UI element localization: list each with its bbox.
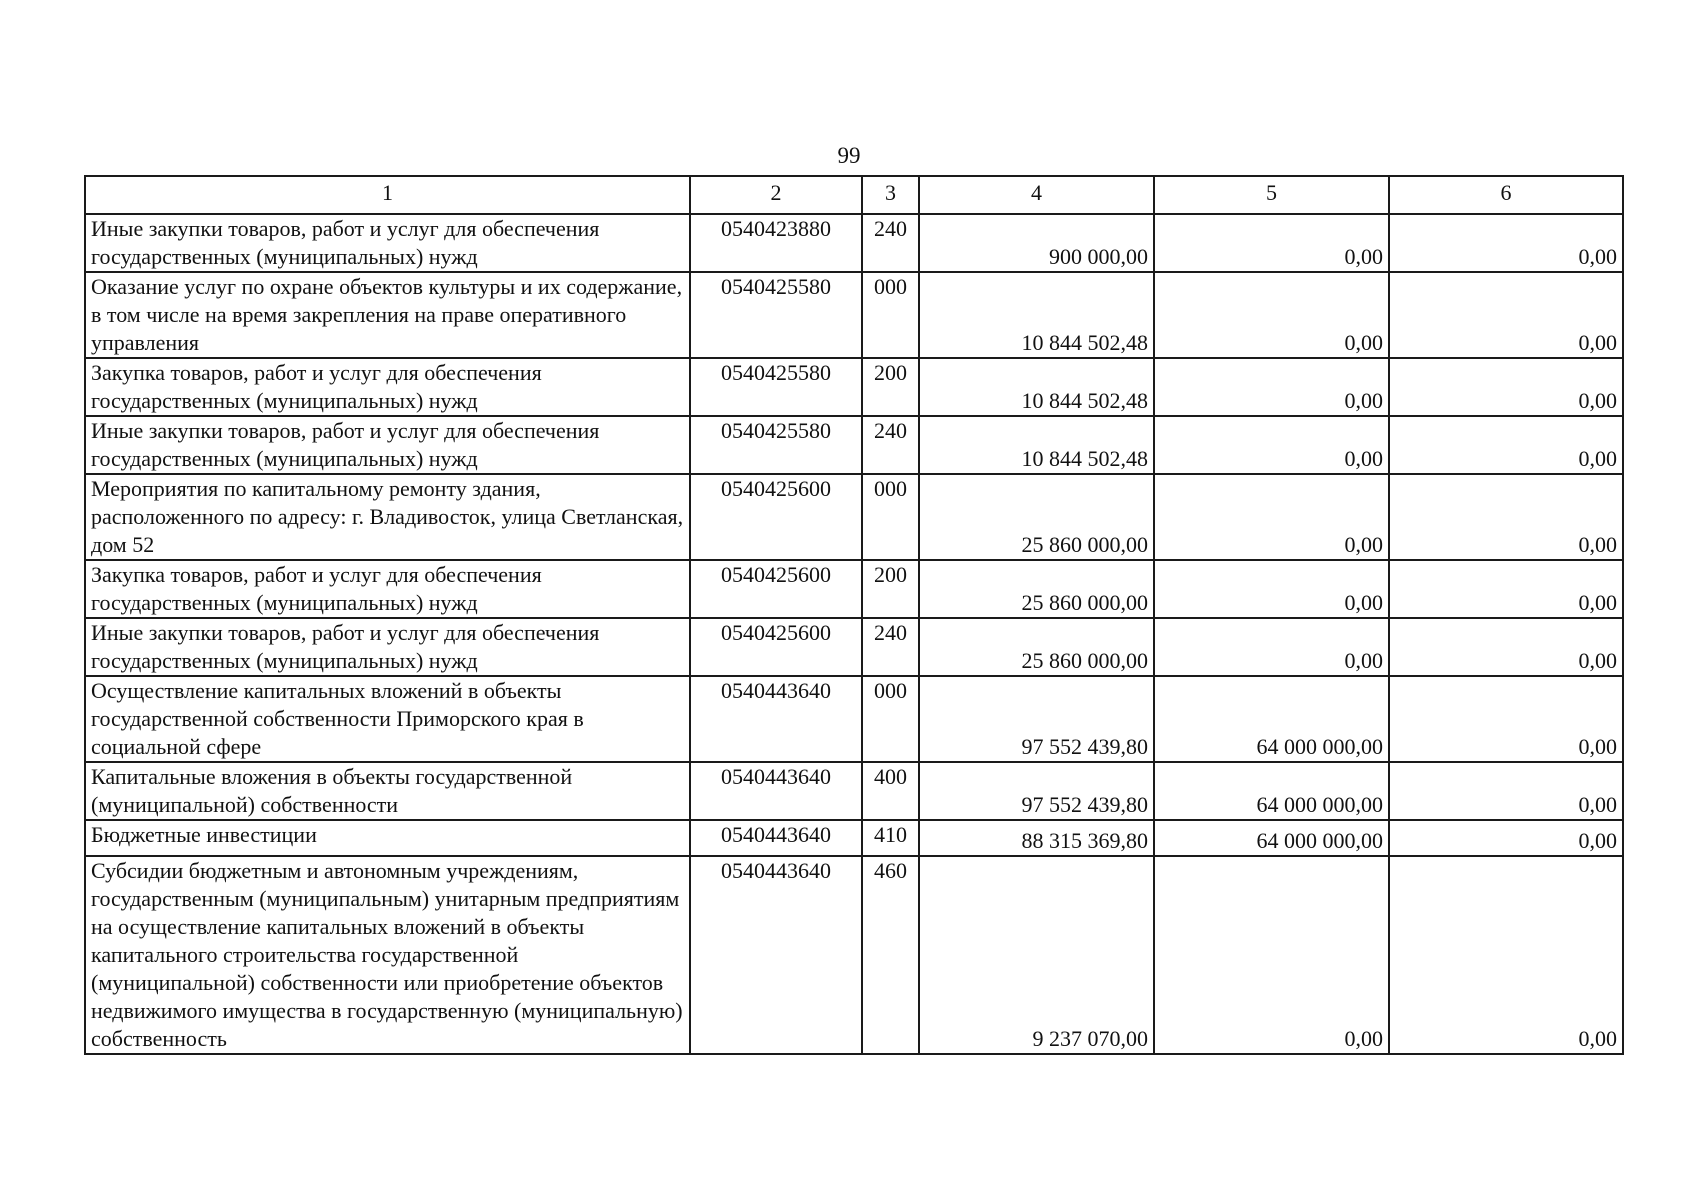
row-amount-col5: 0,00 bbox=[1154, 272, 1389, 358]
row-amount-col4: 9 237 070,00 bbox=[919, 856, 1154, 1054]
row-amount-col4: 97 552 439,80 bbox=[919, 676, 1154, 762]
row-amount-col5: 64 000 000,00 bbox=[1154, 676, 1389, 762]
row-amount-col6: 0,00 bbox=[1389, 676, 1623, 762]
table-row bbox=[85, 416, 1623, 474]
row-name: Иные закупки товаров, работ и услуг для обеспечения государственных (муниципальных) нужд bbox=[85, 416, 690, 474]
row-amount-col6: 0,00 bbox=[1389, 762, 1623, 820]
row-amount-col4: 10 844 502,48 bbox=[919, 272, 1154, 358]
row-code: 0540443640 bbox=[690, 856, 862, 1054]
table-row bbox=[85, 214, 1623, 272]
row-amount-col5: 0,00 bbox=[1154, 358, 1389, 416]
row-name: Оказание услуг по охране объектов культуры и их содержание, в том числе на время закрепления на праве оперативного управления bbox=[85, 272, 690, 358]
row-name: Иные закупки товаров, работ и услуг для обеспечения государственных (муниципальных) нужд bbox=[85, 618, 690, 676]
table-row bbox=[85, 856, 1623, 1054]
column-header: 2 bbox=[690, 176, 862, 214]
row-type: 240 bbox=[862, 214, 919, 272]
row-name: Субсидии бюджетным и автономным учреждениям, государственным (муниципальным) унитарным предприятиям на осуществление капитальных вложений в объекты капитального строительства государственной (муниципальной) собственности или приобретение объектов недвижимого имущества в государственную (муниципальную) собственность bbox=[85, 856, 690, 1054]
row-amount-col5: 0,00 bbox=[1154, 474, 1389, 560]
row-amount-col4: 97 552 439,80 bbox=[919, 762, 1154, 820]
row-amount-col4: 10 844 502,48 bbox=[919, 416, 1154, 474]
row-type: 460 bbox=[862, 856, 919, 1054]
row-amount-col6: 0,00 bbox=[1389, 618, 1623, 676]
row-type: 410 bbox=[862, 820, 919, 856]
table-row bbox=[85, 762, 1623, 820]
row-amount-col6: 0,00 bbox=[1389, 416, 1623, 474]
table-row bbox=[85, 618, 1623, 676]
row-amount-col5: 64 000 000,00 bbox=[1154, 762, 1389, 820]
row-amount-col5: 64 000 000,00 bbox=[1154, 820, 1389, 856]
row-amount-col6: 0,00 bbox=[1389, 214, 1623, 272]
row-amount-col6: 0,00 bbox=[1389, 856, 1623, 1054]
budget-table bbox=[84, 175, 1624, 1055]
column-header: 5 bbox=[1154, 176, 1389, 214]
table-row bbox=[85, 358, 1623, 416]
row-amount-col6: 0,00 bbox=[1389, 474, 1623, 560]
row-type: 000 bbox=[862, 474, 919, 560]
row-code: 0540443640 bbox=[690, 676, 862, 762]
row-amount-col4: 88 315 369,80 bbox=[919, 820, 1154, 856]
row-amount-col6: 0,00 bbox=[1389, 820, 1623, 856]
row-code: 0540425600 bbox=[690, 560, 862, 618]
row-type: 000 bbox=[862, 272, 919, 358]
table-row bbox=[85, 820, 1623, 856]
row-type: 400 bbox=[862, 762, 919, 820]
row-type: 240 bbox=[862, 416, 919, 474]
row-amount-col5: 0,00 bbox=[1154, 214, 1389, 272]
row-amount-col5: 0,00 bbox=[1154, 856, 1389, 1054]
row-code: 0540425580 bbox=[690, 358, 862, 416]
table-header-row bbox=[85, 176, 1623, 214]
column-header: 1 bbox=[85, 176, 690, 214]
table-row bbox=[85, 272, 1623, 358]
table-row bbox=[85, 474, 1623, 560]
row-type: 000 bbox=[862, 676, 919, 762]
row-type: 200 bbox=[862, 560, 919, 618]
row-amount-col5: 0,00 bbox=[1154, 416, 1389, 474]
row-name: Закупка товаров, работ и услуг для обеспечения государственных (муниципальных) нужд bbox=[85, 560, 690, 618]
table-row bbox=[85, 560, 1623, 618]
row-code: 0540425580 bbox=[690, 416, 862, 474]
row-amount-col5: 0,00 bbox=[1154, 560, 1389, 618]
column-header: 4 bbox=[919, 176, 1154, 214]
row-type: 200 bbox=[862, 358, 919, 416]
row-code: 0540425580 bbox=[690, 272, 862, 358]
row-name: Осуществление капитальных вложений в объекты государственной собственности Приморского края в социальной сфере bbox=[85, 676, 690, 762]
row-amount-col5: 0,00 bbox=[1154, 618, 1389, 676]
row-amount-col4: 25 860 000,00 bbox=[919, 618, 1154, 676]
row-amount-col4: 900 000,00 bbox=[919, 214, 1154, 272]
row-name: Иные закупки товаров, работ и услуг для обеспечения государственных (муниципальных) нужд bbox=[85, 214, 690, 272]
row-amount-col6: 0,00 bbox=[1389, 358, 1623, 416]
row-name: Мероприятия по капитальному ремонту здания, расположенного по адресу: г. Владивосток, улица Светланская, дом 52 bbox=[85, 474, 690, 560]
row-amount-col4: 25 860 000,00 bbox=[919, 560, 1154, 618]
row-code: 0540423880 bbox=[690, 214, 862, 272]
row-amount-col6: 0,00 bbox=[1389, 560, 1623, 618]
row-name: Бюджетные инвестиции bbox=[85, 820, 690, 856]
row-amount-col6: 0,00 bbox=[1389, 272, 1623, 358]
column-header: 6 bbox=[1389, 176, 1623, 214]
row-code: 0540443640 bbox=[690, 820, 862, 856]
row-name: Капитальные вложения в объекты государственной (муниципальной) собственности bbox=[85, 762, 690, 820]
row-code: 0540443640 bbox=[690, 762, 862, 820]
row-name: Закупка товаров, работ и услуг для обеспечения государственных (муниципальных) нужд bbox=[85, 358, 690, 416]
row-type: 240 bbox=[862, 618, 919, 676]
row-code: 0540425600 bbox=[690, 618, 862, 676]
column-header: 3 bbox=[862, 176, 919, 214]
row-amount-col4: 10 844 502,48 bbox=[919, 358, 1154, 416]
row-code: 0540425600 bbox=[690, 474, 862, 560]
table-row bbox=[85, 676, 1623, 762]
row-amount-col4: 25 860 000,00 bbox=[919, 474, 1154, 560]
page-number: 99 bbox=[837, 143, 861, 168]
